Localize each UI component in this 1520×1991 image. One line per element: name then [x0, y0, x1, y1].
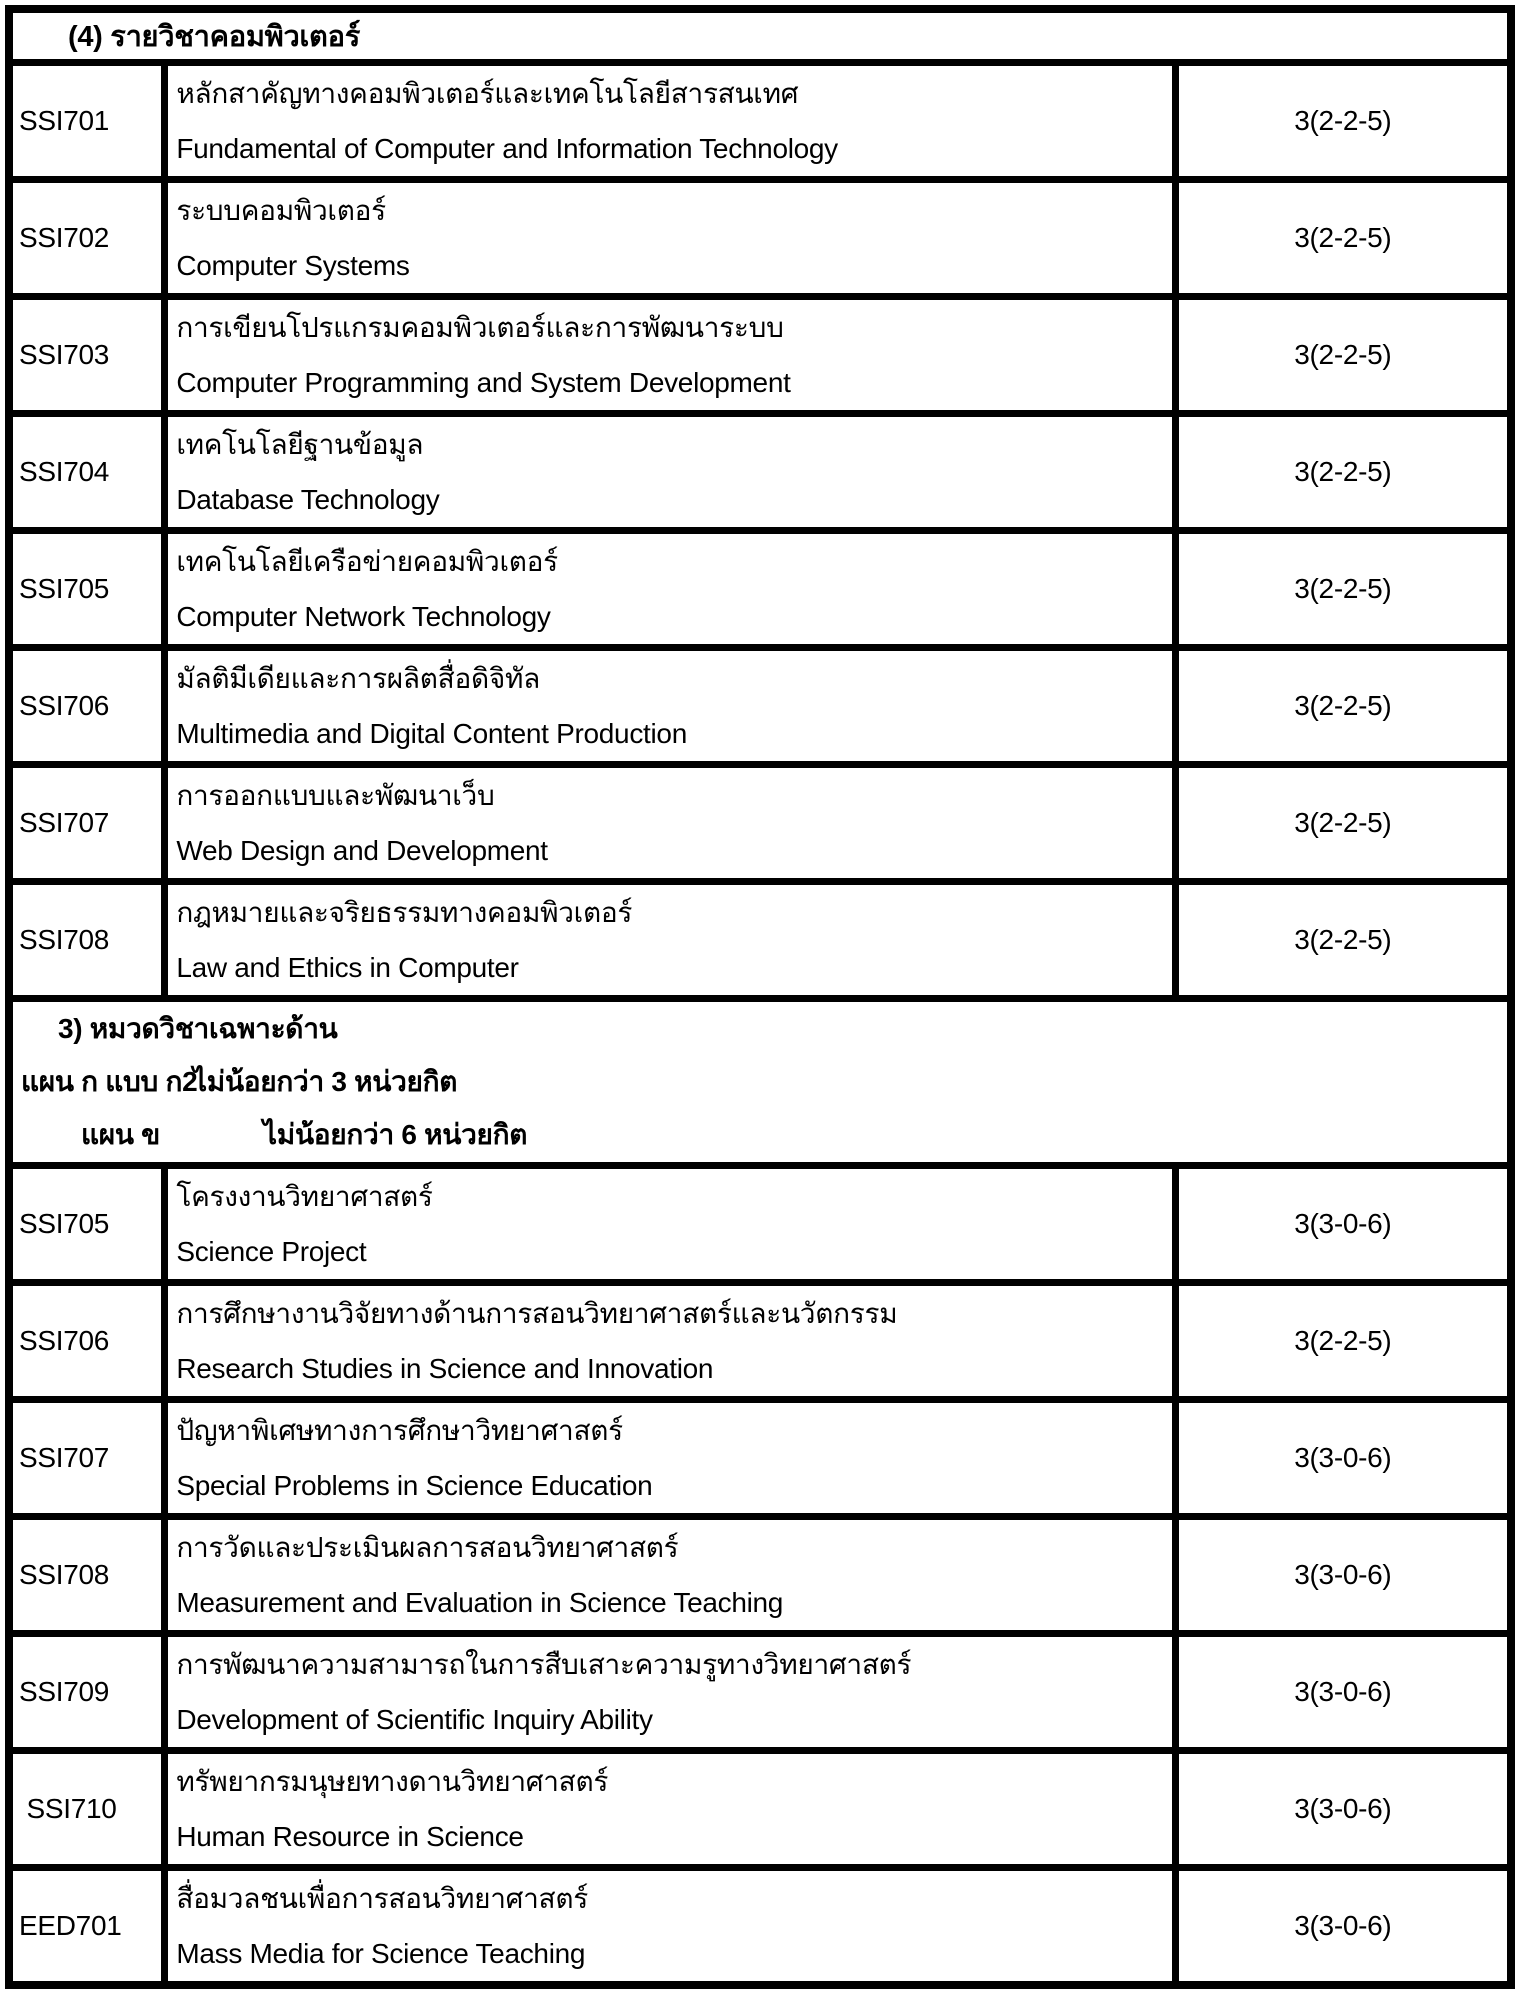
- table-row: [9, 765, 1511, 882]
- course-title-cell: [165, 297, 1175, 414]
- course-title-en: Human Resource in Science: [176, 1820, 524, 1852]
- course-title-cell: [165, 63, 1175, 180]
- course-title-cell: [165, 1634, 1175, 1751]
- credits-cell: 3(3-0-6): [1175, 1517, 1511, 1634]
- course-title-en: Special Problems in Science Education: [176, 1469, 653, 1501]
- table-row: [9, 1751, 1511, 1868]
- table-row: [9, 648, 1511, 765]
- course-title-th: ปัญหาพิเศษทางการศึกษาวิทยาศาสตร์: [176, 1414, 623, 1446]
- course-code-cell: SSI710: [9, 1751, 165, 1868]
- plan-b-value: ไม่น้อยกว่า 6 หน่วยกิต: [263, 1119, 528, 1150]
- course-title-cell: [165, 1517, 1175, 1634]
- table-row: [9, 1400, 1511, 1517]
- course-title-cell: [165, 765, 1175, 882]
- credits-cell: 3(2-2-5): [1175, 882, 1511, 999]
- course-code-cell: SSI707: [9, 1400, 165, 1517]
- course-title-cell: [165, 1166, 1175, 1283]
- plan-a-label: แผน ก แบบ ก2: [21, 1066, 198, 1097]
- course-title-th: มัลติมีเดียและการผลิตสื่อดิจิทัล: [176, 662, 540, 694]
- course-code-cell: SSI709: [9, 1634, 165, 1751]
- course-title-cell: [165, 414, 1175, 531]
- plan-a-line: [13, 1056, 1507, 1109]
- credits-cell: 3(2-2-5): [1175, 765, 1511, 882]
- credits-cell: 3(3-0-6): [1175, 1868, 1511, 1986]
- course-title-en: Fundamental of Computer and Information Technology: [176, 132, 838, 164]
- table-row: [9, 999, 1511, 1166]
- credits-cell: 3(3-0-6): [1175, 1400, 1511, 1517]
- section-header-computer-courses: (4) รายวิชาคอมพิวเตอร์: [9, 9, 1511, 63]
- course-title-cell: [165, 1868, 1175, 1986]
- course-code-cell: SSI703: [9, 297, 165, 414]
- course-title-th: การวัดและประเมินผลการสอนวิทยาศาสตร์: [176, 1531, 679, 1563]
- course-title-en: Development of Scientific Inquiry Ability: [176, 1703, 653, 1735]
- plan-a-value: ไม่น้อยกว่า 3 หน่วยกิต: [193, 1066, 458, 1097]
- course-title-th: สื่อมวลชนเพื่อการสอนวิทยาศาสตร์: [176, 1882, 588, 1914]
- course-code-cell: SSI705: [9, 1166, 165, 1283]
- course-title-en: Database Technology: [176, 483, 440, 515]
- plan-b-line: [13, 1109, 1507, 1162]
- table-row: [9, 1166, 1511, 1283]
- course-title-cell: [165, 1751, 1175, 1868]
- course-title-en: Research Studies in Science and Innovation: [176, 1352, 714, 1384]
- course-title-en: Computer Programming and System Development: [176, 366, 791, 398]
- course-code-cell: SSI708: [9, 882, 165, 999]
- course-title-en: Mass Media for Science Teaching: [176, 1937, 586, 1969]
- table-row: [9, 1517, 1511, 1634]
- course-title-cell: [165, 531, 1175, 648]
- credits-cell: 3(2-2-5): [1175, 648, 1511, 765]
- course-title-th: หลักสาคัญทางคอมพิวเตอร์และเทคโนโลยีสารสนเทศ: [176, 77, 799, 109]
- table-row: [9, 180, 1511, 297]
- credits-cell: 3(2-2-5): [1175, 63, 1511, 180]
- credits-cell: 3(2-2-5): [1175, 1283, 1511, 1400]
- credits-cell: 3(2-2-5): [1175, 297, 1511, 414]
- course-title-cell: [165, 180, 1175, 297]
- table-row: [9, 882, 1511, 999]
- course-code-cell: SSI706: [9, 648, 165, 765]
- table-row: [9, 531, 1511, 648]
- course-title-en: Web Design and Development: [176, 834, 548, 866]
- course-title-en: Multimedia and Digital Content Production: [176, 717, 687, 749]
- table-row: [9, 1868, 1511, 1986]
- course-code-cell: SSI706: [9, 1283, 165, 1400]
- course-code-cell: SSI705: [9, 531, 165, 648]
- table-row: [9, 1283, 1511, 1400]
- table-row: [9, 9, 1511, 63]
- course-title-en: Computer Systems: [176, 249, 410, 281]
- specific-section-cell: [9, 999, 1511, 1166]
- table-row: [9, 414, 1511, 531]
- course-title-en: Science Project: [176, 1235, 367, 1267]
- course-title-en: Computer Network Technology: [176, 600, 551, 632]
- course-title-th: การศึกษางานวิจัยทางด้านการสอนวิทยาศาสตร์และนวัตกรรม: [176, 1297, 898, 1329]
- course-code-cell: SSI707: [9, 765, 165, 882]
- course-code-cell: SSI701: [9, 63, 165, 180]
- credits-cell: 3(2-2-5): [1175, 531, 1511, 648]
- course-code-cell: EED701: [9, 1868, 165, 1986]
- table-row: [9, 63, 1511, 180]
- credits-cell: 3(3-0-6): [1175, 1166, 1511, 1283]
- course-title-en: Law and Ethics in Computer: [176, 951, 519, 983]
- course-title-cell: [165, 1283, 1175, 1400]
- credits-cell: 3(3-0-6): [1175, 1751, 1511, 1868]
- course-code-cell: SSI704: [9, 414, 165, 531]
- course-title-th: เทคโนโลยีเครือข่ายคอมพิวเตอร์: [176, 545, 558, 577]
- table-row: [9, 1634, 1511, 1751]
- plan-b-label: แผน ข: [81, 1119, 161, 1150]
- course-title-th: การออกแบบและพัฒนาเว็บ: [176, 779, 495, 811]
- specific-section-heading: 3) หมวดวิชาเฉพาะด้าน: [58, 1013, 338, 1044]
- credits-cell: 3(2-2-5): [1175, 414, 1511, 531]
- course-table: [5, 5, 1515, 1989]
- course-title-cell: [165, 1400, 1175, 1517]
- course-code-cell: SSI702: [9, 180, 165, 297]
- course-title-en: Measurement and Evaluation in Science Teaching: [176, 1586, 784, 1618]
- course-code-cell: SSI708: [9, 1517, 165, 1634]
- credits-cell: 3(3-0-6): [1175, 1634, 1511, 1751]
- course-title-th: การพัฒนาความสามารถในการสืบเสาะความรูทางวิทยาศาสตร์: [176, 1648, 912, 1680]
- course-title-th: เทคโนโลยีฐานข้อมูล: [176, 428, 424, 460]
- course-title-th: โครงงานวิทยาศาสตร์: [176, 1180, 433, 1212]
- course-title-th: ทรัพยากรมนุษยทางดานวิทยาศาสตร์: [176, 1765, 609, 1797]
- course-title-cell: [165, 648, 1175, 765]
- table-row: [9, 297, 1511, 414]
- course-catalog-page: [5, 5, 1515, 1989]
- course-title-th: การเขียนโปรแกรมคอมพิวเตอร์และการพัฒนาระบบ: [176, 311, 784, 343]
- course-title-cell: [165, 882, 1175, 999]
- course-title-th: ระบบคอมพิวเตอร์: [176, 194, 386, 226]
- course-title-th: กฎหมายและจริยธรรมทางคอมพิวเตอร์: [176, 896, 633, 928]
- credits-cell: 3(2-2-5): [1175, 180, 1511, 297]
